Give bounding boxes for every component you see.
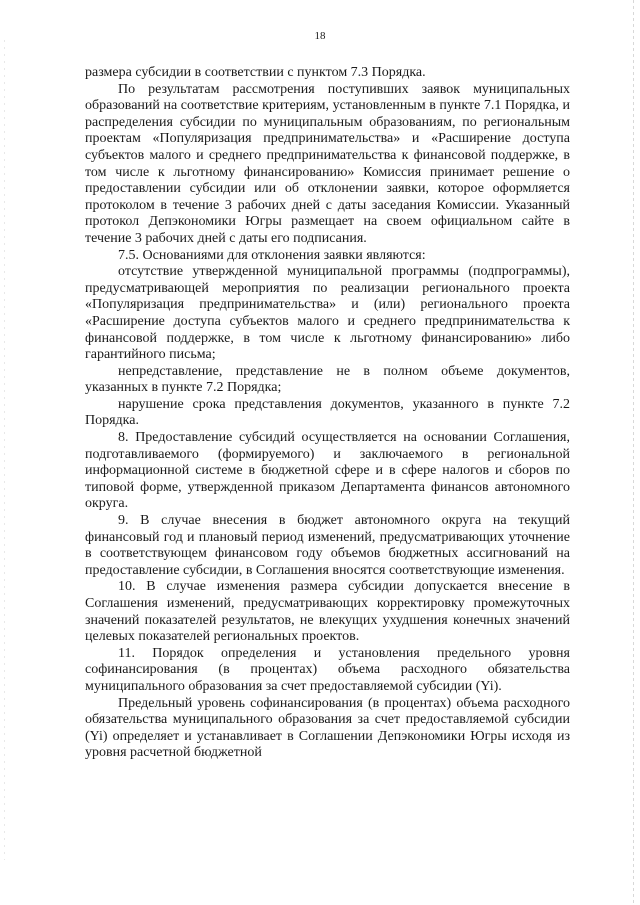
scan-edge-right xyxy=(633,0,634,905)
page-number: 18 xyxy=(314,30,326,42)
document-body xyxy=(85,65,570,762)
paragraph-3: 7.5. Основаниями для отклонения заявки являются: xyxy=(118,247,426,263)
paragraph-10: 11. Порядок определения и установления предельного уровня софинансирования (в процентах) объема расходного обязательства муниципального образования за счет предоставляемой субсидии (Yi). xyxy=(85,645,570,694)
paragraph-7: 8. Предоставление субсидий осуществляется на основании Соглашения, подготавливаемого (формируемого) и заключаемого в региональной информационной системе в бюджетной сфере и в сфере налогов и сборов по типовой форме, утвержденной приказом Департамента финансов автономного округа. xyxy=(85,430,570,512)
paragraph-9: 10. В случае изменения размера субсидии допускается внесение в Соглашения изменений, предусматривающих корректировку промежуточных значений показателей результатов, не влекущих ухудшения конечных значений целевых показателей региональных проектов. xyxy=(85,579,570,645)
paragraph-4: отсутствие утвержденной муниципальной программы (подпрограммы), предусматривающей мероприятия по реализации регионального проекта «Популяризация предпринимательства» и (или) регионального проекта «Расширение доступа субъектов малого и среднего предпринимательства к финансовой поддержке, в том числе к льготному финансированию» либо гарантийного письма; xyxy=(85,264,570,363)
paragraph-11: Предельный уровень софинансирования (в процентах) объема расходного обязательства муниципального образования за счет предоставляемой субсидии (Yi) определяет и устанавливает в Соглашении Депэкономики Югры исходя из уровня расчетной бюджетной xyxy=(85,695,570,761)
paragraph-8: 9. В случае внесения в бюджет автономного округа на текущий финансовый год и плановый период изменений, предусматривающих уточнение в соответствующем финансовом году объемов бюджетных ассигнований на предоставление субсидии, в Соглашения вносятся соответствующие изменения. xyxy=(85,513,570,578)
paragraph-6: нарушение срока представления документов, указанного в пункте 7.2 Порядка. xyxy=(85,396,570,429)
paragraph-1: размера субсидии в соответствии с пунктом 7.3 Порядка. xyxy=(85,65,426,80)
paragraph-2: По результатам рассмотрения поступивших заявок муниципальных образований на соответствие критериям, установленным в пункте 7.1 Порядка, и распределения субсидии по муниципальным образованиям, по региональным проектам «Популяризация предпринимательства» и «Расширение доступа субъектов малого и среднего предпринимательства к финансовой поддержке, в том числе к льготному финансированию» Комиссия принимает решение о предоставлении субсидии или об отклонении заявки, которое оформляется протоколом в течение 3 рабочих дней с даты заседания Комиссии. Указанный протокол Депэкономики Югры размещает на своем официальном сайте в течение 3 рабочих дней с даты его подписания. xyxy=(85,81,570,246)
paragraph-5: непредставление, представление не в полном объеме документов, указанных в пункте 7.2 Порядка; xyxy=(85,363,570,396)
scan-edge-left xyxy=(4,40,5,860)
